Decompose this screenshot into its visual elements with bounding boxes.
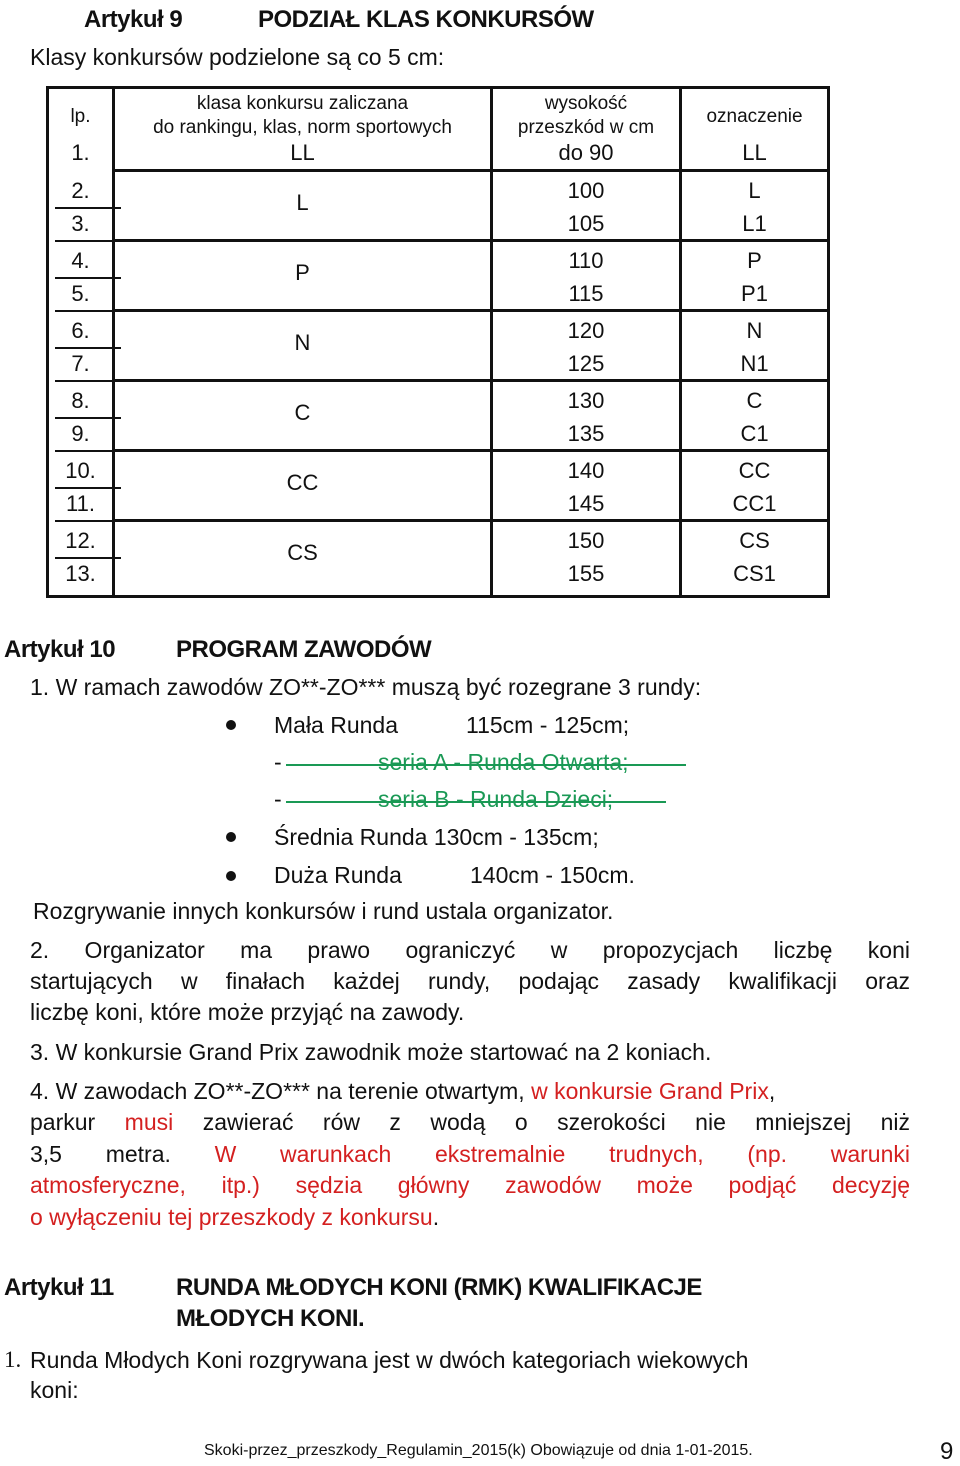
- classes-table: [46, 86, 830, 598]
- art10-subtitle: PROGRAM ZAWODÓW: [176, 636, 432, 663]
- bullet-icon: [226, 871, 236, 881]
- row-lp: 12.: [65, 528, 96, 553]
- seria-a: seria A - Runda Otwarta;: [378, 749, 629, 775]
- lp-separator: [55, 240, 121, 242]
- art10-p2-line1: 2. Organizator ma prawo ograniczyć w propozycjach liczbę koni: [30, 937, 910, 963]
- row-klasa: C: [294, 400, 311, 425]
- art10-p2-line3: liczbę koni, które może przyjąć na zawody.: [30, 999, 465, 1025]
- row-oznaczenie: CC: [738, 458, 771, 483]
- row-oznaczenie: C1: [740, 421, 769, 446]
- art11-num: 1.: [4, 1347, 22, 1372]
- header-wys-line1: wysokość: [544, 93, 628, 114]
- header-lp: lp.: [70, 106, 91, 127]
- art11-title: Artykuł 11: [4, 1274, 114, 1301]
- header-klasa-line2: do rankingu, klas, norm sportowych: [153, 117, 452, 138]
- row-klasa: N: [294, 330, 311, 355]
- row-lp: 8.: [71, 388, 90, 413]
- round-mala-range: 115cm - 125cm;: [466, 712, 630, 738]
- lp-separator: [55, 380, 121, 382]
- row-wysokosc: 145: [567, 491, 605, 516]
- art9-title: Artykuł 9: [84, 6, 183, 33]
- art10-p1: 1. W ramach zawodów ZO**-ZO*** muszą być rozegrane 3 rundy:: [30, 674, 702, 700]
- bullet-icon: [226, 832, 236, 842]
- row-wysokosc: 130: [567, 388, 605, 413]
- row-oznaczenie: LL: [742, 140, 767, 165]
- musi-highlight: musi: [124, 1109, 174, 1135]
- row-lp: 3.: [71, 211, 90, 236]
- row-oznaczenie: CC1: [732, 491, 777, 516]
- row-lp: 5.: [71, 281, 90, 306]
- ekstremalne-highlight: W warunkach ekstremalnie trudnych, (np. warunki: [214, 1141, 910, 1167]
- page-number: 9: [940, 1438, 954, 1465]
- art10-p4-line5: o wyłączeniu tej przeszkody z konkursu.: [30, 1204, 440, 1230]
- row-wysokosc: 155: [567, 561, 605, 586]
- lp-separator: [55, 207, 121, 209]
- lp-separator: [55, 450, 121, 452]
- row-oznaczenie: N1: [740, 351, 769, 376]
- row-lp: 10.: [65, 458, 96, 483]
- lp-separator: [55, 310, 121, 312]
- row-lp: 9.: [71, 421, 90, 446]
- art11-subtitle-line2: MŁODYCH KONI.: [176, 1305, 365, 1332]
- lp-separator: [55, 557, 121, 559]
- table-divider: [112, 239, 827, 242]
- row-oznaczenie: N: [746, 318, 763, 343]
- bullet-icon: [226, 720, 236, 730]
- row-klasa: LL: [290, 140, 315, 165]
- art10-p4-line2: parkur musi zawierać rów z wodą o szerokości nie mniejszej niż: [30, 1109, 911, 1135]
- table-divider: [112, 449, 827, 452]
- row-oznaczenie: L1: [742, 211, 767, 236]
- row-lp: 6.: [71, 318, 90, 343]
- row-klasa: CC: [286, 470, 319, 495]
- row-wysokosc: 140: [567, 458, 605, 483]
- row-lp: 11.: [66, 491, 95, 516]
- round-duza-name: Duża Runda: [274, 862, 402, 888]
- row-wysokosc: 135: [567, 421, 605, 446]
- art10-p3: 3. W konkursie Grand Prix zawodnik może startować na 2 koniach.: [30, 1039, 712, 1065]
- round-duza-range: 140cm - 150cm.: [470, 862, 635, 888]
- row-wysokosc: 100: [567, 178, 605, 203]
- row-wysokosc: do 90: [558, 140, 614, 165]
- art10-p2-line2: startujących w finałach każdej rundy, podając zasady kwalifikacji oraz: [30, 968, 910, 994]
- seria-b: seria B - Runda Dzieci;: [378, 786, 614, 812]
- lp-separator: [55, 487, 121, 489]
- table-divider: [112, 169, 827, 172]
- table-divider: [112, 519, 827, 522]
- row-wysokosc: 120: [567, 318, 605, 343]
- table-divider: [112, 309, 827, 312]
- art10-p4-line1: 4. W zawodach ZO**-ZO*** na terenie otwartym, w konkursie Grand Prix,: [30, 1078, 776, 1104]
- row-klasa: L: [296, 190, 309, 215]
- row-wysokosc: 150: [567, 528, 605, 553]
- round-mala-name: Mała Runda: [274, 712, 399, 738]
- art10-p1-end: Rozgrywanie innych konkursów i rund ustala organizator.: [33, 898, 614, 924]
- row-oznaczenie: CS: [739, 528, 770, 553]
- row-wysokosc: 110: [568, 248, 604, 273]
- header-klasa-line1: klasa konkursu zaliczana: [196, 93, 409, 114]
- table-divider: [112, 379, 827, 382]
- lp-separator: [55, 520, 121, 522]
- row-wysokosc: 105: [567, 211, 605, 236]
- lp-separator: [55, 277, 121, 279]
- row-lp: 13.: [65, 561, 96, 586]
- art9-subtitle: PODZIAŁ KLAS KONKURSÓW: [258, 6, 594, 33]
- seria-a-dash: -: [274, 749, 282, 775]
- row-oznaczenie: P: [747, 248, 762, 273]
- header-wys-line2: przeszkód w cm: [517, 117, 655, 138]
- grand-prix-highlight: w konkursie Grand Prix: [531, 1078, 769, 1104]
- lp-separator: [55, 347, 121, 349]
- row-klasa: CS: [287, 540, 318, 565]
- row-oznaczenie: C: [746, 388, 763, 413]
- art10-p4-line4: atmosferyczne, itp.) sędzia główny zawodów może podjąć decyzję: [30, 1172, 910, 1198]
- seria-b-dash: -: [274, 786, 282, 812]
- row-klasa: P: [295, 260, 310, 285]
- art9-intro: Klasy konkursów podzielone są co 5 cm:: [30, 44, 445, 70]
- row-lp: 1.: [71, 140, 90, 165]
- art11-p1-line1: Runda Młodych Koni rozgrywana jest w dwóch kategoriach wiekowych: [30, 1347, 749, 1373]
- row-oznaczenie: L: [748, 178, 761, 203]
- footer-text: Skoki-przez_przeszkody_Regulamin_2015(k) Obowiązuje od dnia 1-01-2015.: [204, 1442, 753, 1459]
- row-oznaczenie: CS1: [733, 561, 776, 586]
- art10-p4-line3: 3,5 metra. W warunkach ekstremalnie trudnych, (np. warunki: [30, 1141, 910, 1167]
- row-oznaczenie: P1: [741, 281, 768, 306]
- lp-separator: [55, 417, 121, 419]
- art10-title: Artykuł 10: [4, 636, 116, 663]
- round-srednia: Średnia Runda 130cm - 135cm;: [274, 824, 599, 850]
- row-wysokosc: 125: [567, 351, 605, 376]
- art11-subtitle-line1: RUNDA MŁODYCH KONI (RMK) KWALIFIKACJE: [176, 1274, 702, 1301]
- header-oznaczenie: oznaczenie: [706, 106, 803, 127]
- row-lp: 2.: [71, 178, 90, 203]
- art11-p1-line2: koni:: [30, 1377, 79, 1403]
- row-lp: 4.: [71, 248, 90, 273]
- row-wysokosc: 115: [568, 281, 604, 306]
- row-lp: 7.: [71, 351, 90, 376]
